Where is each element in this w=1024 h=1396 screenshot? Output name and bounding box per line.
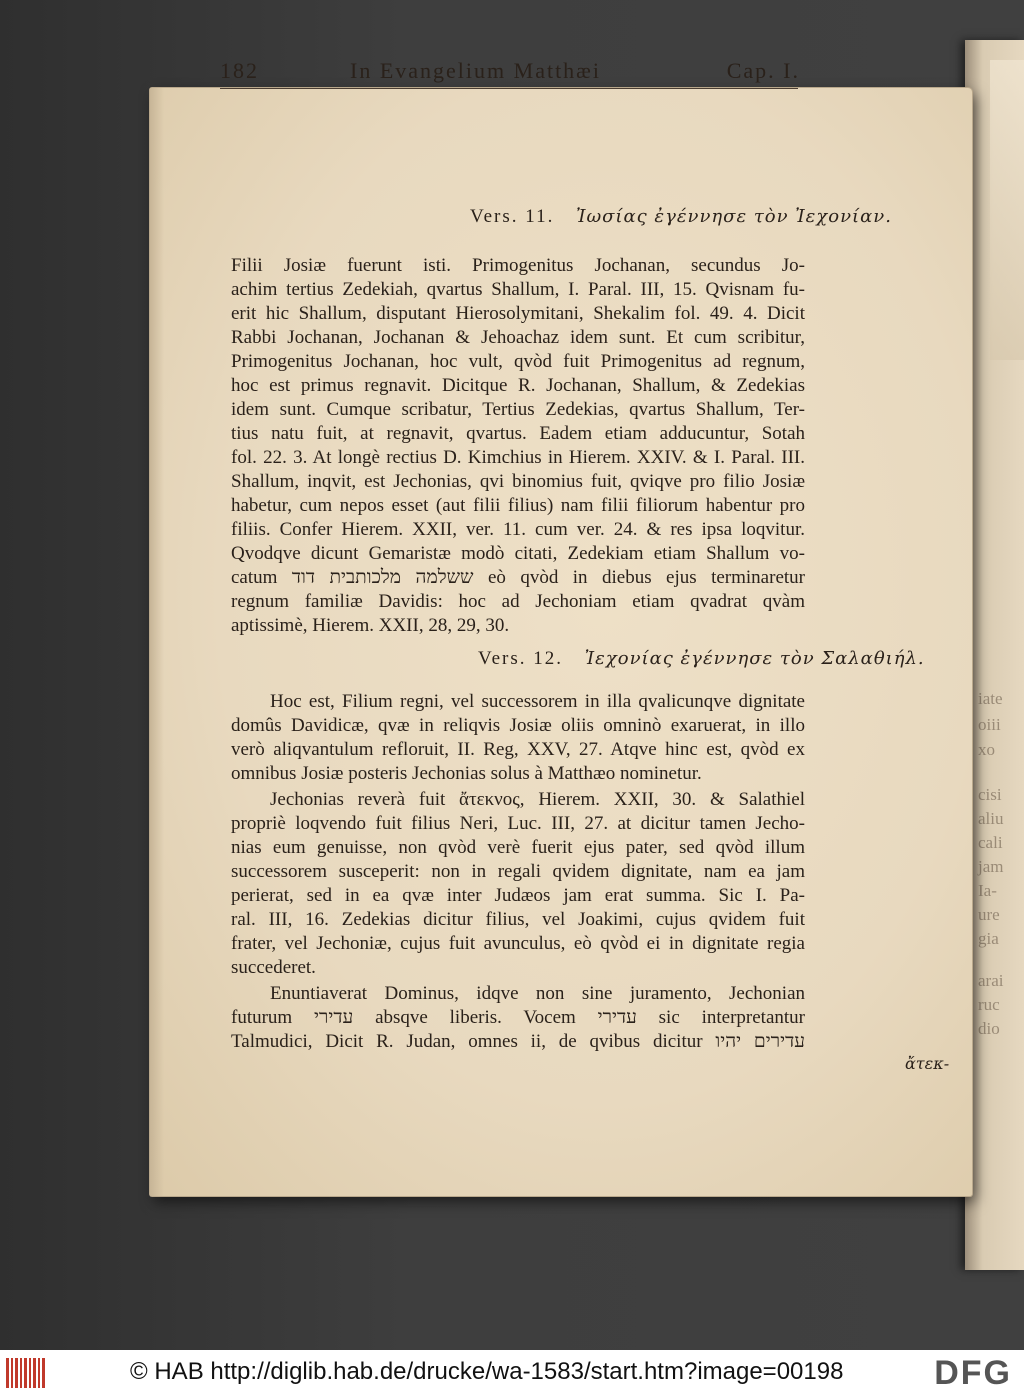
- text-line: filiis. Confer Hierem. XXII, ver. 11. cum ver. 24. & res ipsa loqvitur.: [231, 519, 805, 540]
- verse-greek: Ἰεχονίας ἐγέννησε τὸν Σαλαθιήλ.: [584, 648, 925, 669]
- text-line: domûs Davidicæ, qvæ in reliqvis Josiæ oliis omninò exaruerat, in illo: [231, 715, 805, 736]
- chapter-label: Cap. I.: [726, 58, 800, 83]
- text-line: hoc est primus regnavit. Dicitque R. Jochanan, Shallum, & Zedekias: [231, 375, 805, 396]
- verse-heading-12: [478, 648, 925, 670]
- text-line: achim tertius Zedekiah, qvartus Shallum, I. Paral. III, 15. Qvisnam fu-: [231, 279, 805, 300]
- facing-page-fragment: iate: [978, 689, 1003, 708]
- text-line: frater, vel Jechoniæ, cujus fuit avunculus, eò qvòd ei in dignitate regia: [231, 933, 805, 954]
- viewer-footer: [0, 1350, 1024, 1396]
- text-line: Talmudici, Dicit R. Judan, omnes ii, de qvibus dicitur עדירים יהיו: [231, 1031, 805, 1052]
- text-line: aptissimè, Hierem. XXII, 28, 29, 30.: [231, 615, 510, 636]
- text-line: Jechonias reverà fuit ἄτεκνος, Hierem. XXII, 30. & Salathiel: [270, 789, 805, 810]
- barcode-icon: [6, 1358, 48, 1388]
- verse-greek: Ἰωσίας ἐγέννησε τὸν Ἰεχονίαν.: [576, 206, 892, 227]
- catchword: ἄτεκ-: [905, 1054, 950, 1073]
- text-line: Hoc est, Filium regni, vel successorem in illa qvalicunqve dignitate: [270, 691, 805, 712]
- text-line: idem sunt. Cumque scribatur, Tertius Zedekias, qvartus Shallum, Ter-: [231, 399, 805, 420]
- facing-page-fragment: ure: [978, 905, 1000, 924]
- facing-page-fragment: oiii: [978, 715, 1001, 734]
- text-line: verò aliqvantulum refloruit, II. Reg, XXV, 27. Atqve hinc est, qvòd ex: [231, 739, 805, 760]
- facing-page-fragment: cisi: [978, 785, 1002, 804]
- facing-page-fragment: gia: [978, 929, 999, 948]
- facing-page-fold: [990, 60, 1024, 360]
- header-rule: [220, 88, 798, 89]
- text-line: perierat, sed in ea qvæ inter Judæos jam erat summa. Sic I. Pa-: [231, 885, 805, 906]
- facing-page-fragment: cali: [978, 833, 1003, 852]
- text-line: erit hic Shallum, disputant Hierosolymitani, Shekalim fol. 49. 4. Dicit: [231, 303, 805, 324]
- text-line: fol. 22. 3. At longè rectius D. Kimchius in Hierem. XXIV. & I. Paral. III.: [231, 447, 805, 468]
- running-head: [220, 58, 800, 88]
- text-line: Filii Josiæ fuerunt isti. Primogenitus Jochanan, secundus Jo-: [231, 255, 805, 276]
- text-line: Shallum, inqvit, est Jechonias, qvi binomius fuit, qviqve pro filio Josiæ: [231, 471, 805, 492]
- text-line: Enuntiaverat Dominus, idqve non sine juramento, Jechonian: [270, 983, 805, 1004]
- verse-heading-11: [470, 206, 892, 228]
- copyright-link[interactable]: © HAB http://diglib.hab.de/drucke/wa-1583/start.htm?image=00198: [130, 1358, 844, 1385]
- facing-page-fragment: arai: [978, 971, 1004, 990]
- facing-page-fragment: Ia-: [978, 881, 997, 900]
- text-line: futurum עדירי absqve liberis. Vocem עדירי sic interpretantur: [231, 1007, 805, 1028]
- text-line: regnum familiæ Davidis: hoc ad Jechoniam etiam qvadrat qvàm: [231, 591, 805, 612]
- facing-page-fragment: jam: [978, 857, 1004, 876]
- text-line: successorem susceperit: non in regali qvidem dignitate, nam ea jam: [231, 861, 805, 882]
- dfg-logo: DFG: [934, 1354, 1012, 1392]
- text-line: catum ששלמה מלכותבית דוד eò qvòd in diebus ejus terminaretur: [231, 567, 805, 588]
- text-line: nias eum genuisse, non qvòd verè fuerit ejus pater, sed qvòd illum: [231, 837, 805, 858]
- facing-page-fragment: ruc: [978, 995, 1000, 1014]
- text-line: propriè loqvendo fuit filius Neri, Luc. III, 27. at dicitur tamen Jecho-: [231, 813, 805, 834]
- text-line: omnibus Josiæ posteris Jechonias solus à Matthæo nominetur.: [231, 763, 702, 784]
- text-line: succederet.: [231, 957, 316, 978]
- facing-page-fragment: dio: [978, 1019, 1000, 1038]
- text-line: ral. III, 16. Zedekias dicitur filius, vel Joakimi, cujus qvidem fuit: [231, 909, 805, 930]
- text-line: habetur, cum nepos esset (aut filii filius) nam filii filiorum habentur pro: [231, 495, 805, 516]
- text-line: tius natu fuit, at regnavit, qvartus. Eadem etiam adducuntur, Sotah: [231, 423, 805, 444]
- verse-label: Vers. 12.: [478, 648, 564, 669]
- facing-page-fragment: xo: [978, 740, 995, 759]
- text-line: Qvodqve dicunt Gemaristæ modò citati, Zedekiam etiam Shallum vo-: [231, 543, 805, 564]
- verse-label: Vers. 11.: [470, 206, 555, 227]
- text-line: Primogenitus Jochanan, hoc vult, qvòd fuit Primogenitus ad regnum,: [231, 351, 805, 372]
- running-title: In Evangelium Matthæi: [350, 58, 601, 83]
- page-number: 182: [220, 58, 259, 83]
- text-line: Rabbi Jochanan, Jochanan & Jehoachaz idem sunt. Et cum scribitur,: [231, 327, 805, 348]
- facing-page-fragment: aliu: [978, 809, 1004, 828]
